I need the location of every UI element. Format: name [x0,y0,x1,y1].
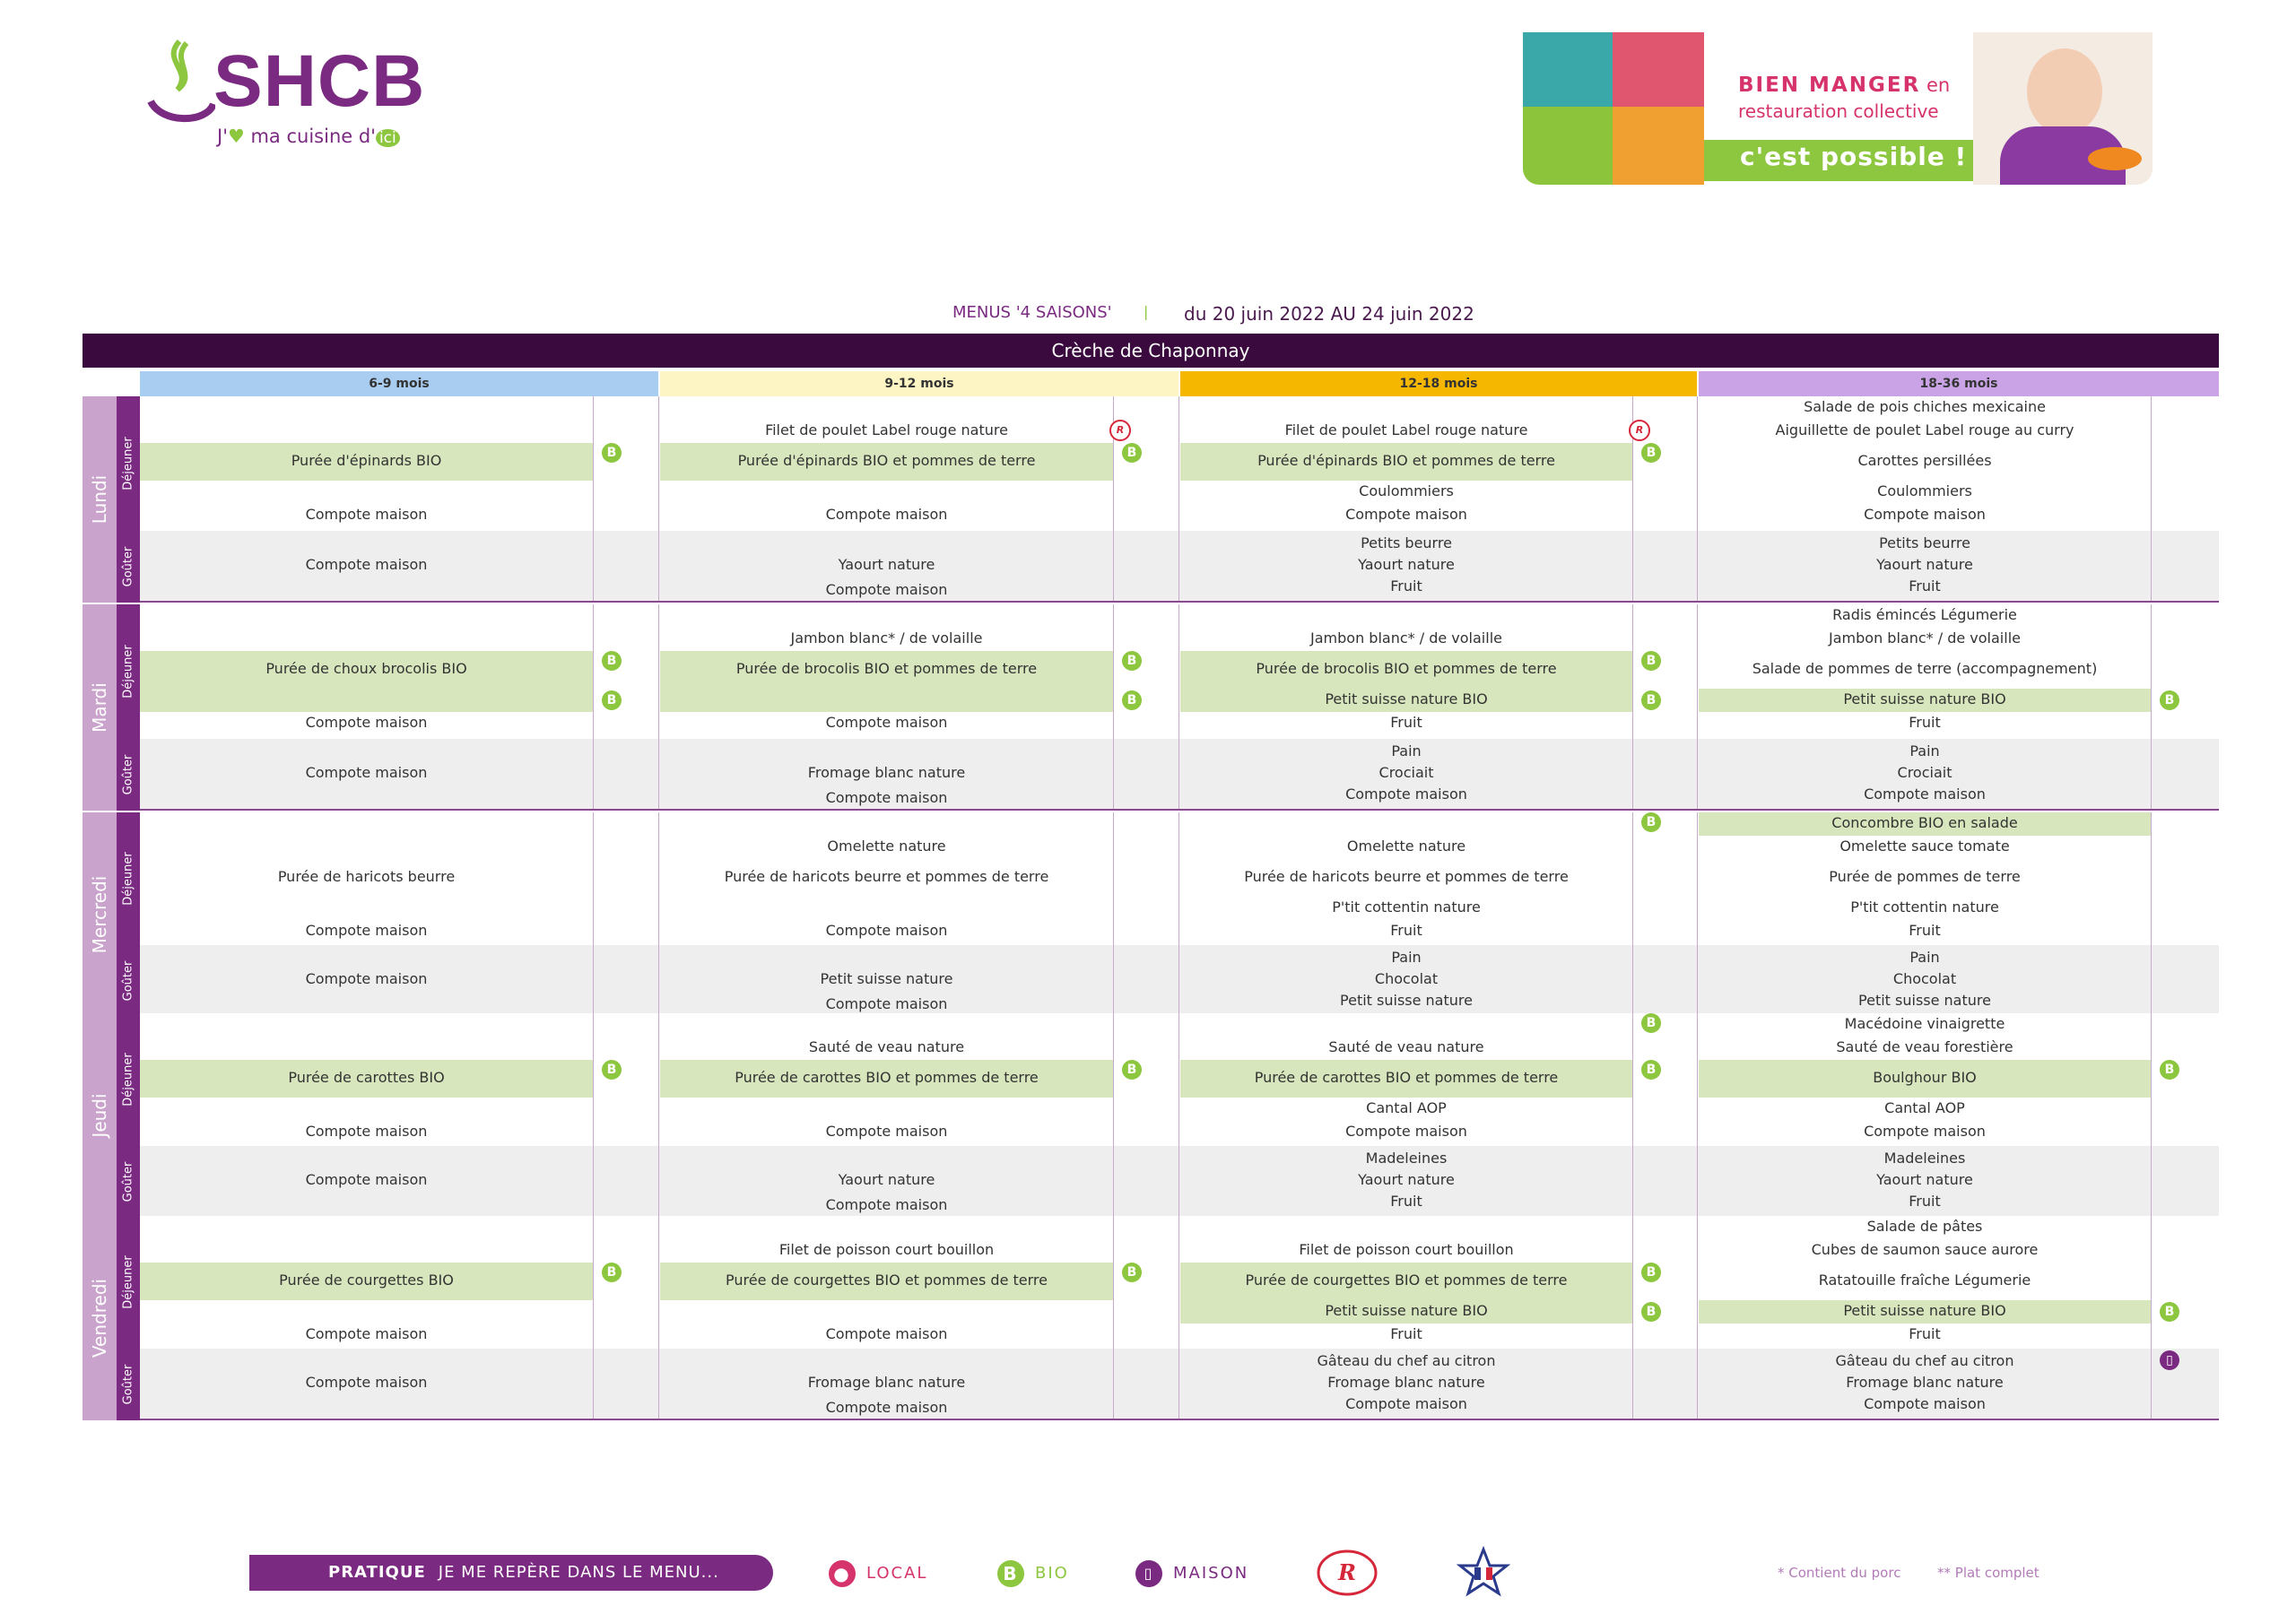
brand-tagline: J'♥ ma cuisine d' ici [217,126,400,147]
menu-item: Coulommiers [1359,482,1454,499]
day-block-mercredi [83,812,2219,1017]
column-divider [1113,1146,1114,1218]
menu-item: Boulghour BIO [1873,1069,1977,1086]
bio-icon: B [602,1060,622,1080]
column-divider [658,739,659,811]
note-plat-complet: ** Plat complet [1937,1565,2039,1581]
column-divider [593,531,594,603]
lunch-row [140,812,2219,945]
menu-item: Chocolat [1374,970,1439,987]
snack-row [140,945,2219,1017]
label-rouge-icon [1317,1549,1378,1596]
bio-icon: B [1641,1263,1661,1282]
column-divider [1178,812,1179,945]
column-divider [1178,531,1179,603]
column-divider [2151,1146,2152,1218]
menu-item: Crociait [1897,764,1952,781]
column-divider [1697,396,1698,531]
day-label-vendredi: Vendredi [83,1216,117,1420]
menu-item: Coulommiers [1877,482,1972,499]
menu-item: Compote maison [1345,1123,1467,1140]
bio-icon: B [1122,1060,1142,1080]
day-block-jeudi [83,1013,2219,1218]
lunch-row [140,604,2219,739]
menu-item: Purée de carottes BIO et pommes de terre [735,1069,1039,1086]
day-block-mardi [83,604,2219,811]
column-divider [1632,1216,1633,1349]
banner-photo-tile [1523,107,1613,185]
meal-label-gouter: Goûter [117,1146,140,1218]
menu-item: Omelette nature [1346,838,1466,855]
menu-item: Petits beurre [1361,534,1452,551]
bio-icon: B [602,690,622,710]
menu-item: Purée d'épinards BIO et pommes de terre [737,452,1036,469]
banner-headline: BIEN MANGER en [1738,74,1951,97]
menu-item: Petits beurre [1879,534,1970,551]
bio-icon: B [2160,690,2179,710]
banner-photo-tile [1613,32,1704,107]
menu-item: Fromage blanc nature [1327,1374,1485,1391]
menu-item: Compote maison [1864,785,1986,803]
menu-item: Compote maison [305,556,428,573]
menu-item: Compote maison [825,1399,948,1416]
menu-item: Sauté de veau nature [808,1038,965,1055]
viandes-de-france-icon [1457,1546,1510,1598]
bio-icon: B [1122,1263,1142,1282]
bio-icon: B [602,651,622,671]
menu-item: Purée d'épinards BIO [291,452,442,469]
maison-jar-icon: ▯ [1135,1560,1162,1587]
menu-item: Compote maison [305,1123,428,1140]
menu-item: Yaourt nature [1876,556,1973,573]
bio-icon: B [1641,1013,1661,1033]
menu-item: Omelette sauce tomate [1839,838,2010,855]
menu-item: Filet de poulet Label rouge nature [765,421,1008,438]
bio-icon: B [602,1263,622,1282]
bio-icon: B [1122,690,1142,710]
menu-item: Fruit [1390,922,1422,939]
menu-item: Gâteau du chef au citron [1835,1352,2014,1369]
bio-highlight [140,689,593,712]
menu-item: Compote maison [1864,1123,1986,1140]
menu-item: Pain [1909,742,1940,759]
menu-item: Fromage blanc nature [807,764,966,781]
menu-item: Yaourt nature [1876,1171,1973,1188]
column-divider [1632,604,1633,739]
column-divider [1178,1013,1179,1146]
menu-item: Purée de courgettes BIO et pommes de terre [726,1271,1048,1289]
column-divider [1178,396,1179,531]
column-divider [1697,945,1698,1017]
column-divider [593,1013,594,1146]
menu-item: Compote maison [825,1123,948,1140]
title-separator: | [1144,303,1149,320]
menu-item: Fromage blanc nature [807,1374,966,1391]
menu-item: Chocolat [1892,970,1957,987]
column-divider [1697,1146,1698,1218]
column-divider [658,1349,659,1420]
menu-item: Salade de pois chiches mexicaine [1804,398,2046,415]
column-divider [1178,739,1179,811]
column-divider [1113,531,1114,603]
column-divider [658,1013,659,1146]
menu-item: Fromage blanc nature [1846,1374,2004,1391]
menu-item: Cantal AOP [1366,1099,1447,1116]
heart-icon: ♥ [227,126,245,147]
column-divider [593,812,594,945]
bio-icon: B [2160,1302,2179,1322]
meal-label-gouter: Goûter [117,531,140,603]
column-divider [593,604,594,739]
column-divider [1113,812,1114,945]
age-header-12-18: 12-18 mois [1180,371,1697,396]
menu-item: Yaourt nature [1358,556,1455,573]
legend-maison: ▯ MAISON [1135,1560,1248,1587]
column-divider [1632,396,1633,531]
menu-item: Radis émincés Légumerie [1832,606,2017,623]
column-divider [593,1349,594,1420]
day-label-mercredi: Mercredi [83,812,117,1017]
snack-row [140,1146,2219,1218]
column-divider [658,604,659,739]
menu-item: Petit suisse nature BIO [1843,1302,2006,1319]
menu-item: Madeleines [1883,1150,1966,1167]
menu-item: Purée de choux brocolis BIO [265,660,467,677]
menu-item: Salade de pâtes [1866,1218,1983,1235]
day-divider [140,809,2219,811]
banner-photo-tile [1613,107,1704,185]
menu-item: Compote maison [1345,785,1467,803]
menu-item: Jambon blanc* / de volaille [790,629,983,647]
menu-item: Madeleines [1365,1150,1448,1167]
menu-item: Fruit [1390,1325,1422,1342]
bio-icon: B [1641,812,1661,832]
menu-item: Purée de carottes BIO et pommes de terre [1254,1069,1559,1086]
menu-item: Fruit [1909,922,1941,939]
menu-item: Compote maison [1345,506,1467,523]
day-divider [140,601,2219,603]
column-divider [593,1216,594,1349]
bio-icon: B [1641,1060,1661,1080]
column-divider [1113,945,1114,1017]
menu-item: Pain [1391,949,1422,966]
column-divider [1632,812,1633,945]
age-header-6-9: 6-9 mois [140,371,658,396]
menu-item: Compote maison [305,506,428,523]
menu-item: Compote maison [305,714,428,731]
menu-item: Petit suisse nature BIO [1325,690,1488,707]
menu-date-range: du 20 juin 2022 AU 24 juin 2022 [1184,303,1474,325]
column-divider [2151,945,2152,1017]
column-divider [1632,531,1633,603]
menu-item: Purée de carottes BIO [288,1069,445,1086]
menu-item: Salade de pommes de terre (accompagnement) [1752,660,2098,677]
column-divider [1113,1349,1114,1420]
column-divider [1178,604,1179,739]
bio-highlight [660,689,1113,712]
column-divider [658,812,659,945]
column-divider [658,396,659,531]
menu-item: Cubes de saumon sauce aurore [1811,1241,2039,1258]
bio-icon: B [997,1560,1024,1587]
lunch-row [140,1013,2219,1146]
menu-item: Compote maison [825,581,948,598]
column-divider [2151,396,2152,531]
column-divider [593,396,594,531]
pratique-bar: PRATIQUE JE ME REPÈRE DANS LE MENU... [249,1555,773,1591]
lunch-row [140,396,2219,531]
column-divider [1632,739,1633,811]
legend-bio: B BIO [997,1560,1069,1587]
menu-item: Petit suisse nature [820,970,953,987]
column-divider [2151,812,2152,945]
column-divider [1178,1146,1179,1218]
menu-item: Yaourt nature [838,556,935,573]
column-divider [1697,1216,1698,1349]
menu-item: Compote maison [305,764,428,781]
bio-icon: B [602,443,622,463]
meal-label-dejeuner: Déjeuner [117,396,140,531]
column-divider [1697,1013,1698,1146]
lunch-row [140,1216,2219,1349]
bio-icon: B [1641,443,1661,463]
menu-item: Jambon blanc* / de volaille [1829,629,2021,647]
menu-item: Concombre BIO en salade [1831,814,2018,831]
meal-label-dejeuner: Déjeuner [117,604,140,739]
column-divider [1113,396,1114,531]
menu-item: Pain [1391,742,1422,759]
day-label-mardi: Mardi [83,604,117,811]
column-divider [2151,1013,2152,1146]
column-divider [658,945,659,1017]
menu-item: Filet de poisson court bouillon [1299,1241,1514,1258]
column-divider [593,945,594,1017]
menu-item: Compote maison [825,1196,948,1213]
menu-item: Compote maison [305,970,428,987]
menu-item: Filet de poulet Label rouge nature [1284,421,1528,438]
menu-item: Compote maison [1864,506,1986,523]
menu-item: Compote maison [825,506,948,523]
menu-title: MENUS '4 SAISONS' [952,303,1112,322]
menu-item: Fruit [1390,577,1422,595]
menu-item: Fruit [1909,714,1941,731]
menu-item: Jambon blanc* / de volaille [1310,629,1502,647]
column-divider [658,1146,659,1218]
svg-text:R: R [1338,1559,1356,1585]
column-divider [658,531,659,603]
banner-subline: restauration collective [1738,100,1939,122]
day-label-lundi: Lundi [83,396,117,603]
menu-item: Crociait [1378,764,1434,781]
column-divider [1113,604,1114,739]
column-divider [1113,739,1114,811]
menu-item: Compote maison [305,1325,428,1342]
menu-item: Fruit [1909,1325,1941,1342]
menu-item: Macédoine vinaigrette [1844,1015,2005,1032]
age-header-9-12: 9-12 mois [660,371,1178,396]
menu-item: Purée d'épinards BIO et pommes de terre [1257,452,1555,469]
menu-item: Filet de poisson court bouillon [778,1241,995,1258]
bio-icon: B [1641,651,1661,671]
menu-item: Fruit [1390,1193,1422,1210]
day-block-lundi [83,396,2219,603]
menu-item: Sauté de veau nature [1328,1038,1484,1055]
column-divider [2151,604,2152,739]
menu-item: Purée de haricots beurre et pommes de terre [724,868,1049,885]
column-divider [2151,1216,2152,1349]
age-header-18-36: 18-36 mois [1699,371,2219,396]
column-divider [2151,739,2152,811]
snack-row [140,531,2219,603]
menu-item: Compote maison [305,1374,428,1391]
column-divider [593,739,594,811]
site-name-bar: Crèche de Chaponnay [83,334,2219,368]
column-divider [658,1216,659,1349]
column-divider [1697,1349,1698,1420]
menu-item: Compote maison [1345,1395,1467,1412]
banner-slogan: c'est possible ! [1740,142,1968,171]
menu-item: Compote maison [825,789,948,806]
menu-item: Purée de haricots beurre et pommes de terre [1244,868,1569,885]
menu-item: Omelette nature [827,838,946,855]
column-divider [1697,531,1698,603]
menu-item: Compote maison [825,1325,948,1342]
label-rouge-icon: R [1109,420,1131,441]
menu-item: Compote maison [825,922,948,939]
bio-icon: B [1641,690,1661,710]
menu-item: Purée de haricots beurre [277,868,456,885]
steam-icon [144,34,215,124]
banner-photo-tile [1523,32,1613,107]
column-divider [1113,1013,1114,1146]
bien-manger-banner [1523,32,2152,185]
column-divider [1632,1146,1633,1218]
meal-label-gouter: Goûter [117,945,140,1017]
day-block-vendredi [83,1216,2219,1420]
bio-icon: B [2160,1060,2179,1080]
menu-item: Purée de brocolis BIO et pommes de terre [1256,660,1557,677]
column-divider [1113,1216,1114,1349]
local-pin-icon: ● [829,1560,856,1587]
menu-item: Compote maison [305,922,428,939]
menu-item: Pain [1909,949,1940,966]
menu-item: Compote maison [825,995,948,1012]
menu-item: Cantal AOP [1884,1099,1965,1116]
menu-item: Purée de courgettes BIO [279,1271,454,1289]
bio-icon: B [1122,651,1142,671]
bio-icon: B [1122,443,1142,463]
note-porc: * Contient du porc [1778,1565,1901,1581]
column-divider [1697,812,1698,945]
menu-item: Compote maison [305,1171,428,1188]
column-divider [2151,1349,2152,1420]
menu-item: Ratatouille fraîche Légumerie [1818,1271,2031,1289]
menu-item: Carottes persillées [1857,452,1992,469]
column-divider [1178,1216,1179,1349]
menu-item: Aiguillette de poulet Label rouge au curry [1775,421,2074,438]
menu-item: Petit suisse nature BIO [1843,690,2006,707]
menu-item: Petit suisse nature BIO [1325,1302,1488,1319]
menu-item: Fruit [1909,1193,1941,1210]
meal-label-dejeuner: Déjeuner [117,812,140,945]
legend-local: ● LOCAL [829,1560,927,1587]
menu-item: Yaourt nature [1358,1171,1455,1188]
column-divider [2151,531,2152,603]
meal-label-dejeuner: Déjeuner [117,1216,140,1349]
meal-label-gouter: Goûter [117,739,140,811]
column-divider [1178,1349,1179,1420]
label-rouge-icon: R [1629,420,1650,441]
menu-item: Petit suisse nature [1340,992,1473,1009]
day-divider [140,1419,2219,1420]
maison-jar-icon: ▯ [2160,1350,2179,1370]
snack-row [140,1349,2219,1420]
menu-item: Purée de courgettes BIO et pommes de terre [1245,1271,1568,1289]
menu-item: Purée de brocolis BIO et pommes de terre [735,660,1038,677]
banner-baby-photo [1973,32,2152,185]
day-label-jeudi: Jeudi [83,1013,117,1218]
column-divider [1632,945,1633,1017]
column-divider [1632,1349,1633,1420]
meal-label-dejeuner: Déjeuner [117,1013,140,1146]
menu-item: P'tit cottentin nature [1850,898,1999,916]
column-divider [1178,945,1179,1017]
menu-item: Fruit [1390,714,1422,731]
menu-item: Sauté de veau forestière [1836,1038,2013,1055]
menu-item: Gâteau du chef au citron [1317,1352,1496,1369]
menu-item: Yaourt nature [838,1171,935,1188]
column-divider [1697,604,1698,739]
column-divider [1697,739,1698,811]
menu-item: P'tit cottentin nature [1332,898,1481,916]
snack-row [140,739,2219,811]
column-divider [1632,1013,1633,1146]
menu-item: Fruit [1909,577,1941,595]
menu-item: Purée de pommes de terre [1829,868,2021,885]
column-divider [593,1146,594,1218]
menu-item: Petit suisse nature [1858,992,1991,1009]
menu-item: Compote maison [825,714,948,731]
menu-item: Compote maison [1864,1395,1986,1412]
shcb-logo [144,34,448,160]
bio-icon: B [1641,1302,1661,1322]
brand-name: SHCB [213,40,426,122]
meal-label-gouter: Goûter [117,1349,140,1420]
